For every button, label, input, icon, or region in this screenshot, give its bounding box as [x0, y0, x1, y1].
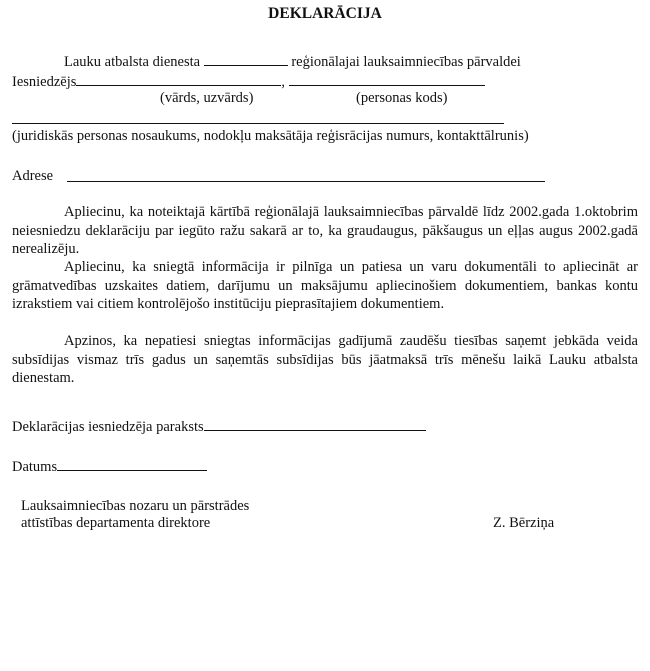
service-line: [64, 52, 521, 71]
address-label: Adrese: [12, 168, 54, 184]
separator: ,: [281, 74, 286, 90]
legal-caption: (juridiskās personas nosaukums, nodokļu maksātāja reģisrācijas numurs, kontakttālrunis): [12, 128, 529, 144]
paragraph-1: Apliecinu, ka noteiktajā kārtībā reģionālajā lauksaimniecības pārvaldē līdz 2002.gada 1.oktobrim neiesniedzu deklarāciju par iegūto ražu sakarā ar to, ka graudaugus, pākšaugus un eļļas augus 2002.gadā nerealizēju.: [12, 204, 638, 257]
service-prefix: Lauku atbalsta dienesta: [64, 54, 201, 70]
legal-entity-field[interactable]: [12, 123, 504, 124]
document-title: DEKLARĀCIJA: [268, 5, 382, 22]
date-label: Datums: [12, 459, 58, 475]
position-line-1: Lauksaimniecības nozaru un pārstrādes: [21, 498, 250, 514]
service-suffix: reģionālajai lauksaimniecības pārvaldei: [291, 54, 521, 70]
name-field[interactable]: [76, 72, 281, 86]
applicant-label: Iesniedzējs: [12, 74, 77, 90]
date-field[interactable]: [57, 457, 207, 471]
name-caption: (vārds, uzvārds): [160, 90, 254, 106]
signature-field[interactable]: [204, 417, 426, 431]
paragraph-2: Apliecinu, ka sniegtā informācija ir pilnīga un patiesa un varu dokumentāli to apliecināt ar grāmatvedības uzskaites datiem, darījumu un maksājumu apliecinošiem dokumentiem, bankas kontu izrakstiem vai citiem kontrolējošo institūciju pieprasītajiem dokumentiem.: [12, 259, 638, 312]
signature-label: Deklarācijas iesniedzēja paraksts: [12, 419, 204, 435]
personal-code-field[interactable]: [289, 72, 485, 86]
position-line-2: attīstības departamenta direktore: [21, 515, 211, 531]
signer-name: Z. Bērziņa: [493, 515, 555, 531]
date-line: [12, 457, 207, 476]
region-field[interactable]: [204, 52, 288, 66]
signature-line: [12, 417, 426, 436]
address-field[interactable]: [67, 181, 545, 182]
id-caption: (personas kods): [356, 90, 448, 106]
paragraph-3: Apzinos, ka nepatiesi sniegtas informācijas gadījumā zaudēšu tiesības saņemt jebkāda veida subsīdijas vismaz trīs gadus un saņemtās subsīdijas būs jāatmaksā trīs mēnešu laikā Lauku atbalsta dienestam.: [12, 333, 638, 386]
